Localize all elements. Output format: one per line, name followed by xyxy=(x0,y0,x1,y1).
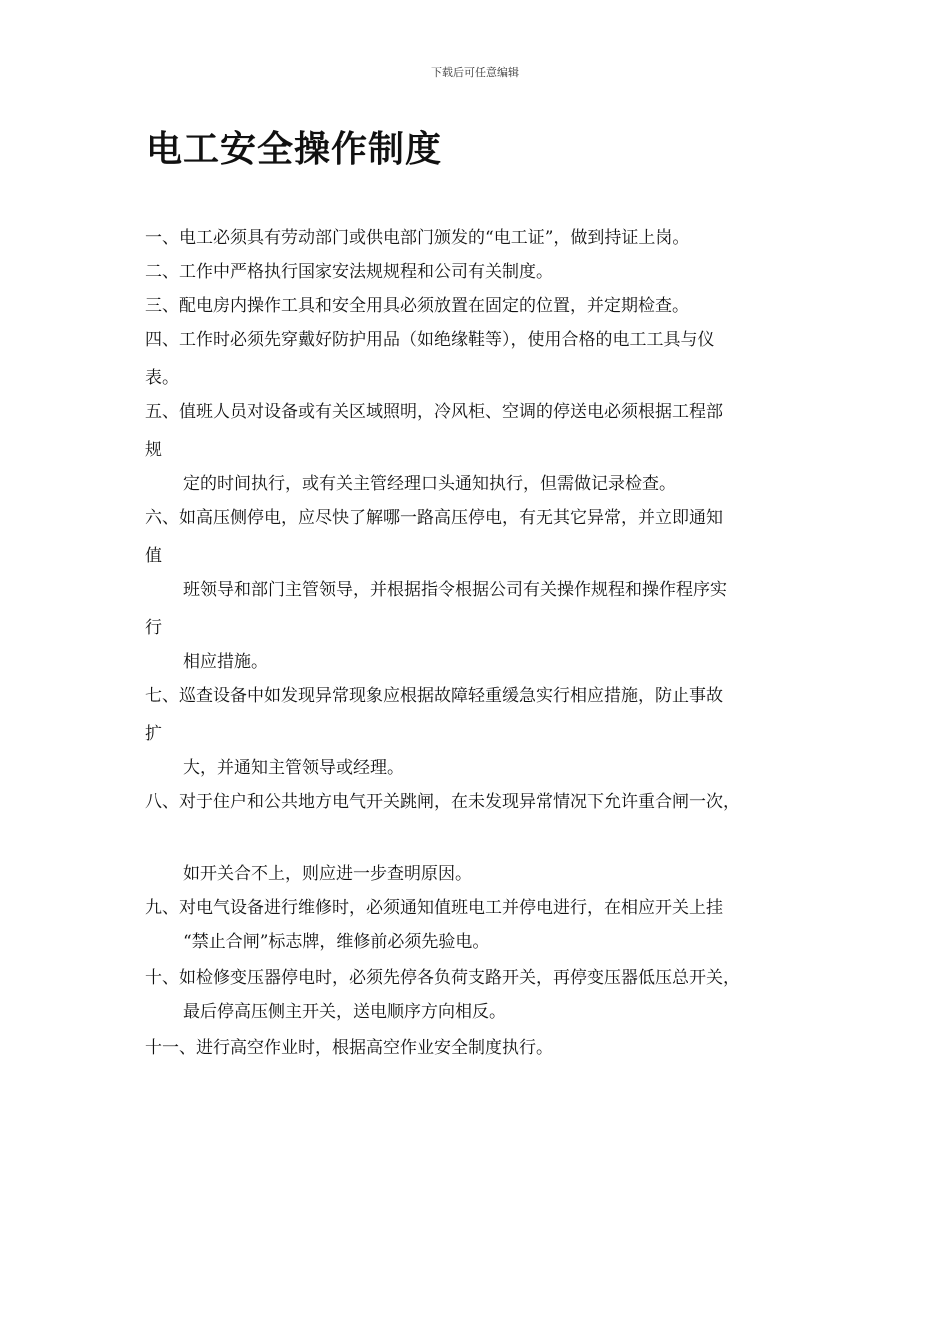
rule-line-6-cont-2: 相应措施。 xyxy=(183,652,268,672)
page-title: 电工安全操作制度 xyxy=(146,129,443,170)
rule-line-8: 八、对于住户和公共地方电气开关跳闸，在未发现异常情况下允许重合闸一次， xyxy=(145,792,740,812)
rule-line-1: 一、电工必须具有劳动部门或供电部门颁发的“电工证”，做到持证上岗。 xyxy=(145,228,690,248)
header-note: 下载后可任意编辑 xyxy=(431,66,519,79)
rule-line-6: 六、如高压侧停电，应尽快了解哪一路高压停电，有无其它异常，并立即通知 xyxy=(145,508,723,528)
rule-line-5-wrap: 规 xyxy=(145,440,162,460)
rule-line-5-cont: 定的时间执行，或有关主管经理口头通知执行，但需做记录检查。 xyxy=(183,474,676,494)
rule-line-9-cont: “禁止合闸”标志牌，维修前必须先验电。 xyxy=(183,932,490,952)
rule-line-9: 九、对电气设备进行维修时，必须通知值班电工并停电进行，在相应开关上挂 xyxy=(145,898,723,918)
rule-line-4-cont: 表。 xyxy=(145,368,179,388)
rule-line-7-wrap: 扩 xyxy=(145,724,162,744)
rule-line-3: 三、配电房内操作工具和安全用具必须放置在固定的位置，并定期检查。 xyxy=(145,296,689,316)
rule-line-6-wrap-2: 行 xyxy=(145,618,162,638)
rule-line-11: 十一、进行高空作业时，根据高空作业安全制度执行。 xyxy=(145,1038,553,1058)
rule-line-2: 二、工作中严格执行国家安法规规程和公司有关制度。 xyxy=(145,262,553,282)
rule-line-7: 七、巡查设备中如发现异常现象应根据故障轻重缓急实行相应措施，防止事故 xyxy=(145,686,723,706)
rule-line-5: 五、值班人员对设备或有关区域照明，冷风柜、空调的停送电必须根据工程部 xyxy=(145,402,723,422)
rule-line-7-cont: 大，并通知主管领导或经理。 xyxy=(183,758,404,778)
rule-line-10: 十、如检修变压器停电时，必须先停各负荷支路开关，再停变压器低压总开关， xyxy=(145,968,740,988)
rule-line-10-cont: 最后停高压侧主开关，送电顺序方向相反。 xyxy=(183,1002,506,1022)
rule-line-6-cont: 班领导和部门主管领导，并根据指令根据公司有关操作规程和操作程序实 xyxy=(183,580,727,600)
rule-line-6-wrap: 值 xyxy=(145,546,162,566)
rule-line-4: 四、工作时必须先穿戴好防护用品（如绝缘鞋等），使用合格的电工工具与仪 xyxy=(145,330,715,350)
rule-line-8-cont: 如开关合不上，则应进一步查明原因。 xyxy=(183,864,472,884)
